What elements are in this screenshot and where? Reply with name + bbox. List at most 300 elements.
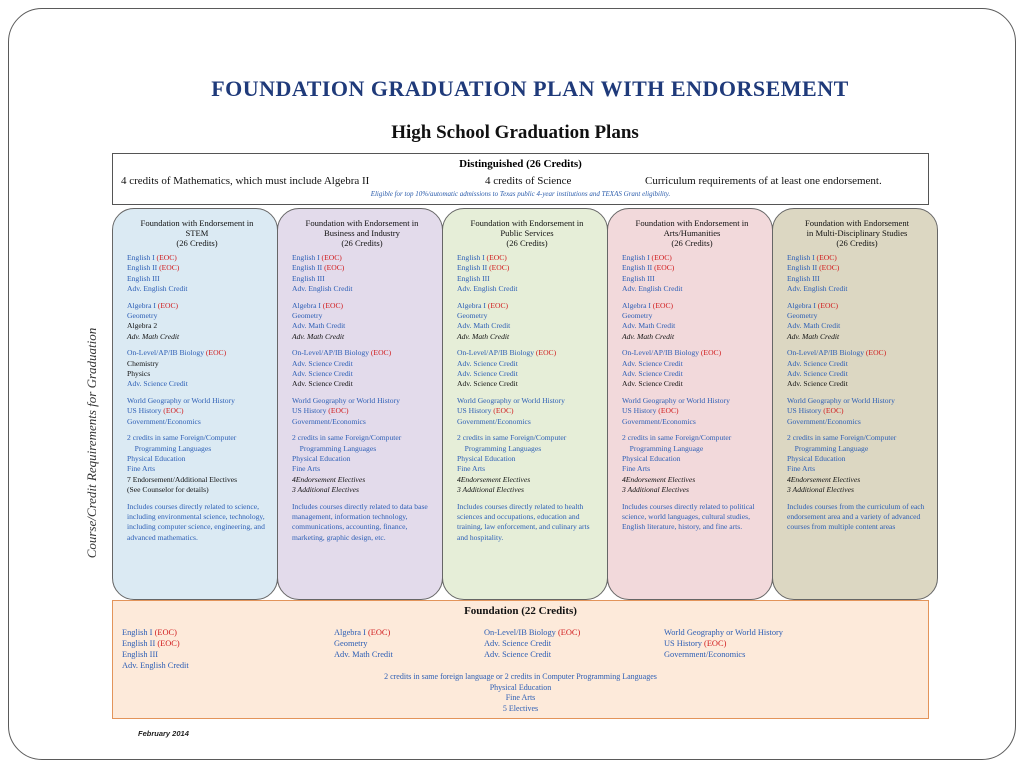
english-course [127, 263, 267, 273]
social-studies-course [622, 396, 762, 406]
math-course-text: Adv. Math Credit [457, 331, 510, 341]
foundation-social-course [664, 638, 783, 649]
english-course [787, 284, 927, 294]
foundation-english-course-text: English III [122, 650, 159, 659]
math-course-text: Algebra I [127, 300, 156, 310]
science-course [127, 379, 267, 389]
social-studies-course [457, 396, 597, 406]
math-course [457, 332, 597, 342]
other-course-text: Physical Education [127, 453, 186, 463]
endorsement-description: Includes courses directly related to data base management, information technology, communications, accounting, finance, marketing, graphic design, etc. [292, 501, 428, 542]
math-course [292, 321, 432, 331]
other-course [292, 444, 432, 454]
other-group [457, 433, 597, 495]
science-course-text: On-Level/AP/IB Biology [292, 348, 369, 358]
column-heading-line: (26 Credits) [836, 238, 878, 248]
english-course [292, 253, 432, 263]
other-course [787, 475, 927, 485]
science-course [622, 369, 762, 379]
science-course [622, 379, 762, 389]
endorsement-description: Includes courses directly related to science, including environmental science, technology, including computer science, engineering, and advanced mathematics. [127, 501, 265, 542]
english-group [292, 253, 432, 295]
science-group [127, 348, 267, 390]
eoc-tag: (EOC) [489, 263, 510, 273]
foundation-science [484, 627, 580, 660]
other-course [457, 464, 597, 474]
english-course [457, 274, 597, 284]
column-heading [127, 218, 267, 248]
english-course [127, 284, 267, 294]
column-heading-line: Foundation with Endorsement in [305, 218, 419, 228]
foundation-science-course-text: Adv. Science Credit [484, 639, 552, 648]
english-course [622, 274, 762, 284]
science-course-text: Adv. Science Credit [292, 369, 353, 379]
social-studies-group [622, 396, 762, 427]
other-course [127, 454, 267, 464]
foundation-science-course [484, 627, 580, 638]
social-studies-course-text: Government/Economics [127, 416, 201, 426]
foundation-english-course [122, 627, 189, 638]
other-course-text: Programming Languages [127, 443, 212, 453]
science-group [787, 348, 927, 390]
column-heading-line: (26 Credits) [671, 238, 713, 248]
english-course-text: English II [457, 263, 488, 273]
other-course [457, 444, 597, 454]
social-studies-course-text: Government/Economics [787, 416, 861, 426]
foundation-science-course [484, 649, 580, 660]
eoc-tag: (EOC) [156, 253, 177, 262]
other-course-text: 3 Additional Electives [292, 485, 359, 495]
foundation-english-course [122, 638, 189, 649]
math-group [622, 301, 762, 343]
science-course [787, 359, 927, 369]
social-studies-course-text: World Geography or World History [292, 395, 400, 405]
eoc-tag: (EOC) [493, 406, 514, 416]
other-course [457, 475, 597, 485]
science-course [127, 359, 267, 369]
english-group [787, 253, 927, 295]
foundation-math-course [334, 638, 393, 649]
eoc-tag: (EOC) [157, 639, 180, 648]
eoc-tag: (EOC) [865, 348, 887, 358]
math-group [292, 301, 432, 343]
math-course-text: Adv. Math Credit [787, 331, 840, 341]
math-course [622, 321, 762, 331]
science-course-text: On-Level/AP/IB Biology [787, 348, 864, 358]
math-course [787, 321, 927, 331]
eoc-tag: (EOC) [487, 300, 509, 310]
science-course-text: Adv. Science Credit [622, 379, 683, 389]
english-course-text: Adv. English Credit [457, 284, 518, 294]
science-course [457, 369, 597, 379]
math-course-text: Adv. Math Credit [457, 321, 511, 331]
foundation-social-course-text: World Geography or World History [664, 628, 783, 637]
science-course [622, 348, 762, 358]
science-course [457, 379, 597, 389]
science-group [292, 348, 432, 390]
science-course-text: Adv. Science Credit [292, 358, 353, 368]
science-course-text: Adv. Science Credit [787, 369, 848, 379]
other-course [787, 454, 927, 464]
social-studies-group [292, 396, 432, 427]
eoc-tag: (EOC) [367, 628, 391, 637]
other-course [127, 485, 267, 495]
english-course-text: English I [787, 253, 815, 262]
other-course-text: Physical Education [457, 453, 516, 463]
science-course-text: Adv. Science Credit [292, 379, 353, 389]
social-studies-course-text: World Geography or World History [457, 395, 565, 405]
english-course [292, 274, 432, 284]
math-course-text: Geometry [292, 311, 323, 321]
science-course-text: On-Level/AP/IB Biology [457, 348, 534, 358]
eoc-tag: (EOC) [205, 348, 227, 358]
foundation-math-course [334, 627, 393, 638]
math-course [457, 321, 597, 331]
science-group [457, 348, 597, 390]
distinguished-heading: Distinguished (26 Credits) [459, 158, 582, 170]
english-course [787, 274, 927, 284]
eoc-tag: (EOC) [652, 300, 674, 310]
english-group [457, 253, 597, 295]
other-course-text: 3 Additional Electives [787, 485, 854, 495]
column-heading-line: Foundation with Endorsement in [470, 218, 584, 228]
english-course-text: English III [787, 273, 820, 283]
other-course-text: 4Endorsement Electives [457, 474, 531, 484]
math-course [127, 332, 267, 342]
other-course-text: Fine Arts [292, 464, 321, 474]
column-heading-line: in Multi-Disciplinary Studies [806, 228, 908, 238]
eoc-tag: (EOC) [700, 348, 722, 358]
social-studies-course-text: US History [787, 406, 822, 416]
foundation-other [113, 672, 928, 714]
english-course [457, 263, 597, 273]
math-course [787, 301, 927, 311]
column-heading-line: Foundation with Endorsement [804, 218, 910, 228]
other-course-text: 2 credits in same Foreign/Computer [127, 433, 237, 443]
foundation-english-course [122, 660, 189, 671]
social-studies-course [787, 417, 927, 427]
other-course-text: Fine Arts [457, 464, 486, 474]
math-course-text: Algebra I [622, 300, 651, 310]
other-course [787, 433, 927, 443]
eoc-tag: (EOC) [654, 263, 675, 273]
social-studies-course [292, 396, 432, 406]
other-course-text: (See Counselor for details) [127, 485, 209, 495]
english-course-text: English III [622, 273, 655, 283]
math-course-text: Adv. Math Credit [292, 321, 346, 331]
other-course-text: Programming Languages [457, 443, 542, 453]
eoc-tag: (EOC) [157, 300, 179, 310]
science-course-text: Adv. Science Credit [457, 379, 518, 389]
social-studies-course-text: Government/Economics [292, 416, 366, 426]
social-studies-course [622, 406, 762, 416]
foundation-english-course-text: English I [122, 628, 153, 637]
eoc-tag: (EOC) [817, 300, 839, 310]
science-course [127, 369, 267, 379]
foundation-math-course-text: Geometry [334, 639, 368, 648]
foundation-science-course [484, 638, 580, 649]
other-course [127, 444, 267, 454]
eoc-tag: (EOC) [823, 406, 844, 416]
science-course-text: Chemistry [127, 358, 159, 368]
distinguished-science: 4 credits of Science [485, 175, 572, 187]
foundation-other-item: 5 Electives [502, 703, 539, 713]
social-studies-group [457, 396, 597, 427]
math-course-text: Algebra 2 [127, 321, 158, 331]
foundation-social-course-text: US History [664, 639, 702, 648]
english-course [787, 253, 927, 263]
english-course [622, 253, 762, 263]
other-course-text: 2 credits in same Foreign/Computer [457, 433, 567, 443]
math-course [787, 332, 927, 342]
math-course-text: Geometry [787, 311, 818, 321]
science-course-text: Physics [127, 369, 151, 379]
math-group [787, 301, 927, 343]
eoc-tag: (EOC) [370, 348, 392, 358]
foundation-english [122, 627, 189, 671]
column-heading-line: Arts/Humanities [663, 228, 721, 238]
other-course [292, 464, 432, 474]
column-heading [292, 218, 432, 248]
science-group [622, 348, 762, 390]
math-course [622, 332, 762, 342]
eoc-tag: (EOC) [486, 253, 507, 262]
math-course [457, 311, 597, 321]
eoc-tag: (EOC) [324, 263, 345, 273]
other-course-text: Physical Education [622, 453, 681, 463]
date-label: February 2014 [138, 729, 189, 738]
endorsement-column-4 [607, 208, 773, 600]
other-course-text: Fine Arts [622, 464, 651, 474]
other-course-text: 3 Additional Electives [457, 485, 524, 495]
science-course [292, 348, 432, 358]
eoc-tag: (EOC) [322, 300, 344, 310]
other-course-text: 2 credits in same Foreign/Computer [292, 433, 402, 443]
distinguished-box [112, 153, 929, 205]
social-studies-course [787, 396, 927, 406]
english-course [457, 253, 597, 263]
english-course-text: English II [292, 263, 323, 273]
other-course-text: Fine Arts [127, 464, 156, 474]
science-course-text: Adv. Science Credit [787, 358, 848, 368]
other-course-text: 7 Endorsement/Additional Electives [127, 474, 238, 484]
math-course-text: Adv. Math Credit [127, 331, 180, 341]
math-course-text: Geometry [457, 311, 488, 321]
distinguished-curriculum: Curriculum requirements of at least one endorsement. [645, 175, 882, 187]
eoc-tag: (EOC) [328, 406, 349, 416]
eoc-tag: (EOC) [658, 406, 679, 416]
social-studies-course [787, 406, 927, 416]
eoc-tag: (EOC) [704, 639, 727, 648]
english-course [622, 263, 762, 273]
social-studies-course [127, 417, 267, 427]
foundation-math-course-text: Adv. Math Credit [334, 650, 393, 659]
social-studies-course-text: US History [622, 406, 657, 416]
english-course-text: English I [292, 253, 320, 262]
other-group [127, 433, 267, 495]
foundation-social [664, 627, 783, 660]
other-group [787, 433, 927, 495]
science-course [787, 369, 927, 379]
other-course [787, 464, 927, 474]
column-heading-line: Foundation with Endorsement in [140, 218, 254, 228]
foundation-math [334, 627, 393, 660]
sidebar-label-text: Course/Credit Requirements for Graduation [84, 327, 99, 559]
math-course [622, 301, 762, 311]
foundation-english-course-text: English II [122, 639, 156, 648]
eoc-tag: (EOC) [163, 406, 184, 416]
science-course [622, 359, 762, 369]
english-group [622, 253, 762, 295]
english-course-text: English I [457, 253, 485, 262]
science-course-text: Adv. Science Credit [457, 358, 518, 368]
other-group [292, 433, 432, 495]
social-studies-course-text: Government/Economics [457, 416, 531, 426]
column-heading-line: Foundation with Endorsement in [635, 218, 749, 228]
english-course-text: English II [622, 263, 653, 273]
distinguished-math: 4 credits of Mathematics, which must include Algebra II [121, 175, 370, 187]
other-course [622, 485, 762, 495]
endorsement-column-3 [442, 208, 608, 600]
social-studies-course [127, 406, 267, 416]
other-course [457, 454, 597, 464]
other-course [622, 433, 762, 443]
other-course [292, 485, 432, 495]
english-course [622, 284, 762, 294]
math-course [457, 301, 597, 311]
social-studies-course [457, 406, 597, 416]
other-course [292, 433, 432, 443]
science-course [457, 348, 597, 358]
science-course [457, 359, 597, 369]
other-course-text: 3 Additional Electives [622, 485, 689, 495]
math-course-text: Geometry [127, 311, 158, 321]
social-studies-course [127, 396, 267, 406]
math-course-text: Adv. Math Credit [292, 331, 345, 341]
other-course-text: 4Endorsement Electives [787, 474, 861, 484]
english-course [292, 284, 432, 294]
eoc-tag: (EOC) [557, 628, 581, 637]
foundation-social-course-text: Government/Economics [664, 650, 746, 659]
other-course [292, 454, 432, 464]
column-heading [457, 218, 597, 248]
column-heading-line: STEM [185, 228, 209, 238]
math-course [292, 301, 432, 311]
other-course [127, 464, 267, 474]
chart-title: High School Graduation Plans [391, 122, 639, 143]
eoc-tag: (EOC) [321, 253, 342, 262]
foundation-math-course-text: Algebra I [334, 628, 366, 637]
math-course-text: Adv. Math Credit [622, 321, 676, 331]
other-course-text: Fine Arts [787, 464, 816, 474]
social-studies-course-text: World Geography or World History [127, 395, 235, 405]
social-studies-course-text: World Geography or World History [622, 395, 730, 405]
science-course-text: On-Level/AP/IB Biology [127, 348, 204, 358]
science-course [292, 369, 432, 379]
math-group [457, 301, 597, 343]
sidebar-label [82, 310, 102, 576]
eoc-tag: (EOC) [159, 263, 180, 273]
other-course [292, 475, 432, 485]
other-course-text: Programming Languages [292, 443, 377, 453]
science-course [787, 348, 927, 358]
foundation-social-course [664, 649, 783, 660]
science-course [787, 379, 927, 389]
science-course-text: Adv. Science Credit [622, 369, 683, 379]
other-course [622, 444, 762, 454]
english-course-text: English I [127, 253, 155, 262]
other-course-text: 4Endorsement Electives [292, 474, 366, 484]
science-course-text: Adv. Science Credit [127, 379, 188, 389]
foundation-english-course-text: Adv. English Credit [122, 661, 189, 670]
social-studies-course [292, 417, 432, 427]
column-heading-line: Business and Industry [324, 228, 400, 238]
math-course [127, 311, 267, 321]
science-course-text: Adv. Science Credit [457, 369, 518, 379]
english-course-text: Adv. English Credit [622, 284, 683, 294]
social-studies-group [787, 396, 927, 427]
english-course-text: English II [127, 263, 158, 273]
english-course [127, 274, 267, 284]
math-course [292, 311, 432, 321]
english-course-text: Adv. English Credit [292, 284, 353, 294]
math-course-text: Algebra I [787, 300, 816, 310]
column-heading-line: (26 Credits) [341, 238, 383, 248]
other-course [787, 485, 927, 495]
science-course [292, 359, 432, 369]
english-course-text: English III [457, 273, 490, 283]
other-course-text: Programming Language [622, 443, 704, 453]
math-course [622, 311, 762, 321]
eoc-tag: (EOC) [816, 253, 837, 262]
eoc-tag: (EOC) [819, 263, 840, 273]
column-heading [622, 218, 762, 248]
foundation-science-course-text: Adv. Science Credit [484, 650, 552, 659]
english-course [787, 263, 927, 273]
english-course-text: English III [127, 273, 160, 283]
math-course-text: Adv. Math Credit [787, 321, 841, 331]
foundation-math-course [334, 649, 393, 660]
social-studies-course-text: US History [457, 406, 492, 416]
foundation-heading: Foundation (22 Credits) [464, 605, 577, 617]
endorsement-description: Includes courses directly related to political science, world languages, cultural studies, English literature, history, and fine arts. [622, 501, 755, 532]
column-heading-line: (26 Credits) [176, 238, 218, 248]
eoc-tag: (EOC) [535, 348, 557, 358]
science-course-text: On-Level/AP/IB Biology [622, 348, 699, 358]
math-group [127, 301, 267, 343]
other-course-text: Physical Education [292, 453, 351, 463]
social-studies-course-text: World Geography or World History [787, 395, 895, 405]
distinguished-note: Eligible for top 10%/automatic admissions to Texas public 4-year institutions and TEXAS Grant eligibility. [370, 190, 671, 198]
other-course [127, 433, 267, 443]
science-course-text: Adv. Science Credit [622, 358, 683, 368]
social-studies-course [292, 406, 432, 416]
column-heading [787, 218, 927, 248]
other-group [622, 433, 762, 495]
social-studies-course [622, 417, 762, 427]
endorsement-column-5 [772, 208, 938, 600]
eoc-tag: (EOC) [651, 253, 672, 262]
other-course-text: Programming Language [787, 443, 869, 453]
column-heading-line: Public Services [500, 228, 554, 238]
social-studies-course [457, 417, 597, 427]
math-course [292, 332, 432, 342]
endorsement-column-1 [112, 208, 278, 600]
other-course [787, 444, 927, 454]
foundation-science-course-text: On-Level/IB Biology [484, 628, 556, 637]
endorsement-description: Includes courses from the curriculum of each endorsement area and a variety of advanced courses from multiple content areas [787, 501, 925, 532]
science-course [292, 379, 432, 389]
